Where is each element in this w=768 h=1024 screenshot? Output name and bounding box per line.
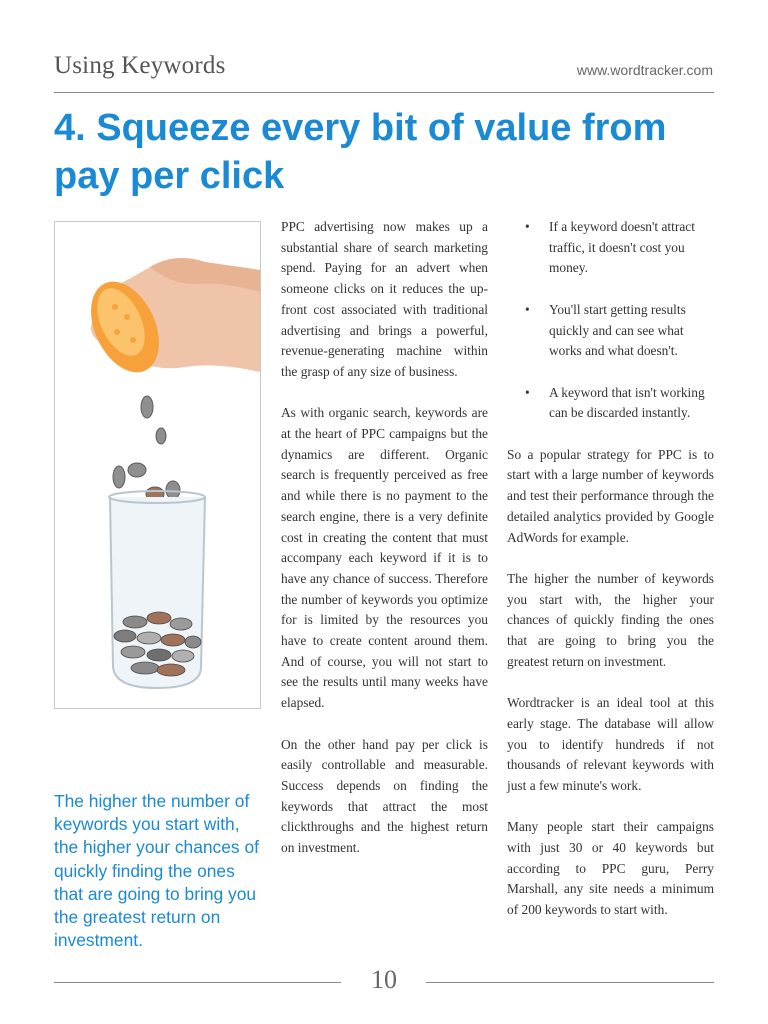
body-column-middle [281,217,488,879]
page-headline: 4. Squeeze every bit of value from pay per click [54,107,667,197]
squeezed-orange-coins-glass-icon [55,222,260,708]
page-number: 10 [371,965,397,994]
body-paragraph: So a popular strategy for PPC is to start with a large number of keywords and test their performance through the detailed analytics provided by Google AdWords for example. [507,446,714,545]
footer-divider-right [426,982,714,983]
body-paragraph: Many people start their campaigns with just 30 or 40 keywords but according to PPC guru, Perry Marshall, any site needs a minimum of 200 keywords to start with. [507,819,714,918]
body-paragraph: The higher the number of keywords you start with, the higher your chances of quickly finding the ones that are going to bring you the greatest return on investment. [507,570,714,669]
pull-quote: The higher the number of keywords you start with, the higher your chances of quickly finding the ones that are going to bring you the greatest return on investment. [54,791,259,951]
body-paragraph: As with organic search, keywords are at the heart of PPC campaigns but the dynamics are different. Organic search is frequently perceived as free and while there is no payment to the search engine, there is a very definite cost in creating the content that must accompany each keyword if it is to have any chance of success. Therefore the number of keywords you optimize for is limited by the resources you have to create content around them. And of course, you will not start to see the results until many weeks have elapsed. [281,405,488,711]
section-title: Using Keywords [54,52,226,79]
header-divider [54,92,714,93]
list-item: • You'll start getting results quickly and can see what works and what doesn't. [507,300,714,362]
footer-divider-left [54,982,341,983]
body-paragraph: PPC advertising now makes up a substantial share of search marketing spend. Paying for an advert when someone clicks on it reduces the up-front cost associated with traditional advertising and brings a powerful, revenue-generating machine within the grasp of any size of business. [281,219,488,379]
article-photo [54,221,261,709]
benefits-list [507,217,714,424]
list-item: • A keyword that isn't working can be discarded instantly. [507,383,714,424]
body-column-right [507,217,714,942]
list-item: • If a keyword doesn't attract traffic, it doesn't cost you money. [507,217,714,279]
body-paragraph: On the other hand pay per click is easily controllable and measurable. Success depends on finding the keywords that attract the most clickthroughs and the highest return on investment. [281,736,488,856]
body-paragraph: Wordtracker is an ideal tool at this early stage. The database will allow you to identify hundreds if not thousands of relevant keywords with just a few minute's work. [507,695,714,793]
site-url: www.wordtracker.com [576,62,713,78]
